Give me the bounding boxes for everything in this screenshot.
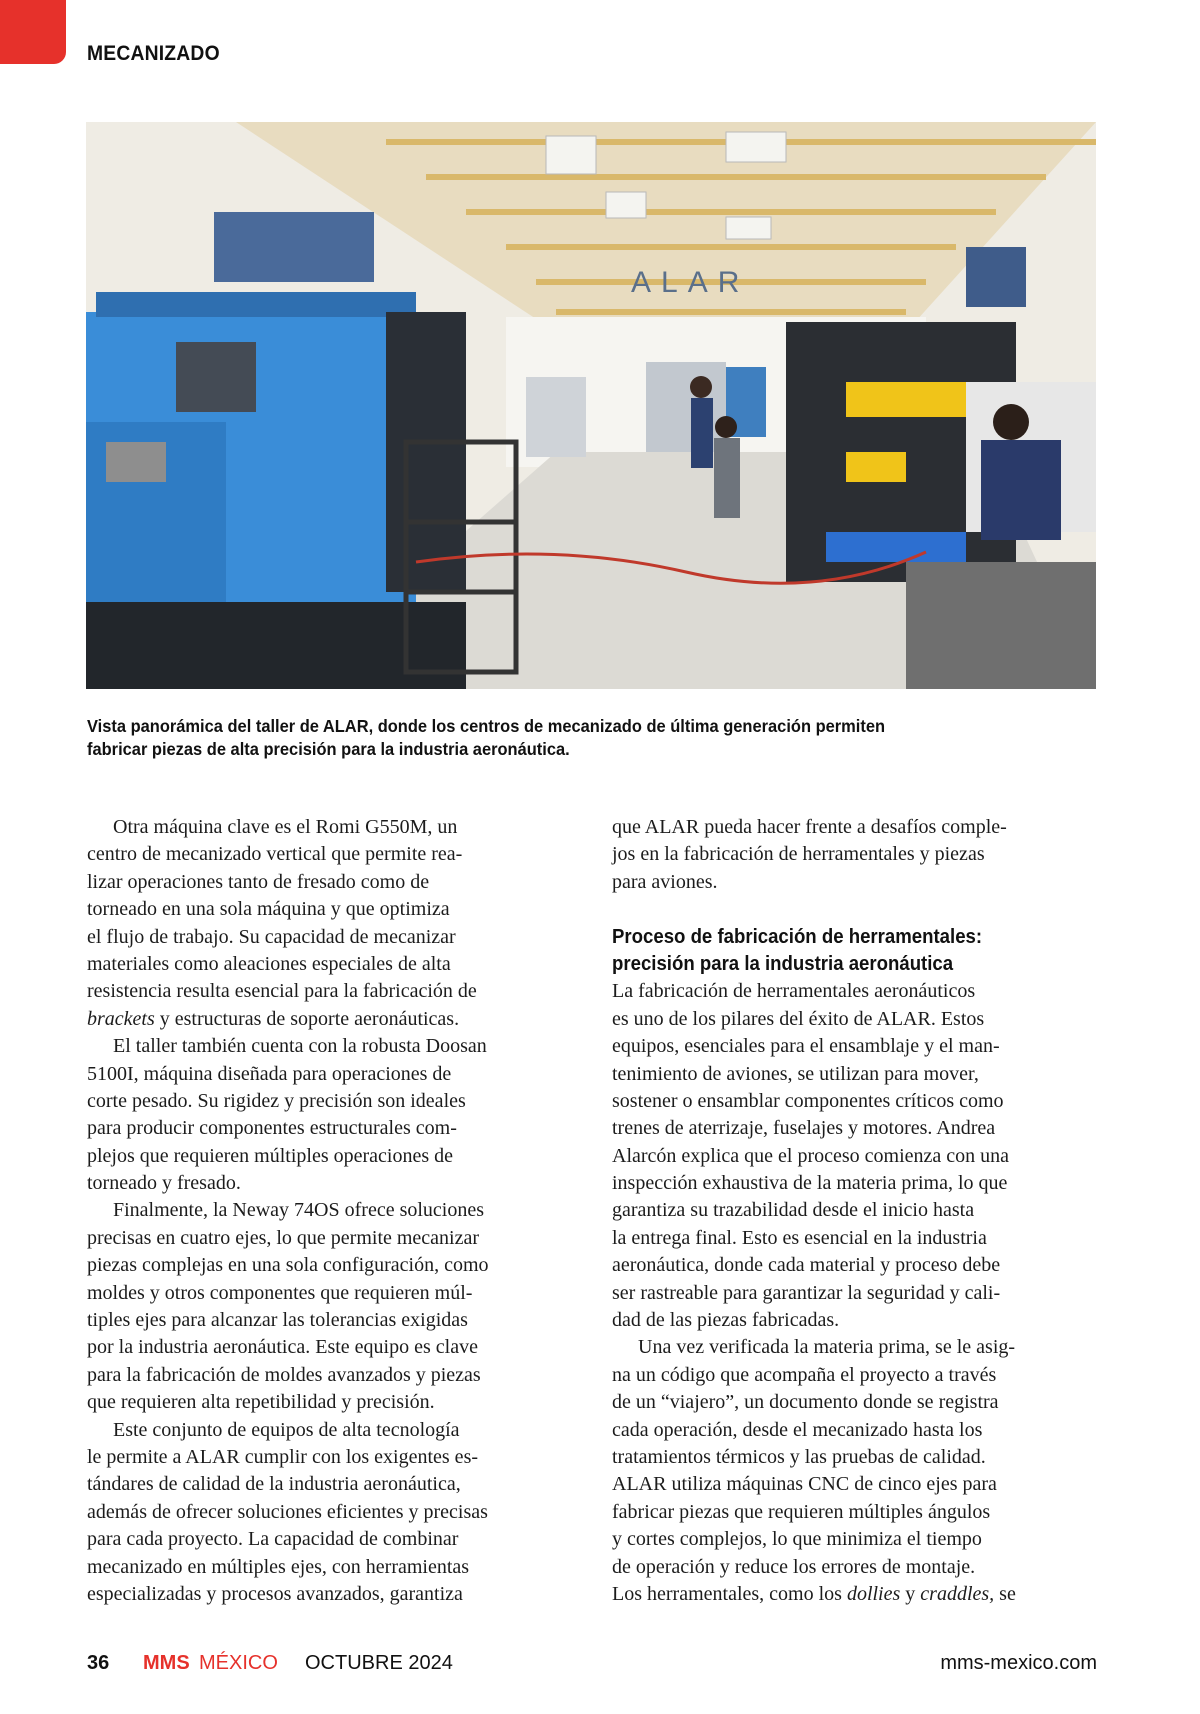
body-text-line: es uno de los pilares del éxito de ALAR. Estos xyxy=(612,1007,985,1030)
section-label: MECANIZADO xyxy=(87,42,220,65)
magazine-brand: MMS xyxy=(143,1652,190,1674)
body-text-line: especializadas y procesos avanzados, garantiza xyxy=(87,1582,463,1605)
body-text-line: plejos que requieren múltiples operaciones de xyxy=(87,1144,453,1167)
body-text-line: de operación y reduce los errores de montaje. xyxy=(612,1555,976,1578)
workshop-photo xyxy=(86,122,1096,689)
article-column-right xyxy=(612,814,1102,1608)
body-text-line: inspección exhaustiva de la materia prima, lo que xyxy=(612,1172,1008,1195)
body-text-line: por la industria aeronáutica. Este equipo es clave xyxy=(87,1336,478,1359)
body-text-line: tratamientos térmicos y las pruebas de calidad. xyxy=(612,1445,986,1468)
body-text-line: mecanizado en múltiples ejes, con herramientas xyxy=(87,1555,470,1578)
body-text-line: precisas en cuatro ejes, lo que permite mecanizar xyxy=(87,1226,480,1249)
body-text-line: tándares de calidad de la industria aeronáutica, xyxy=(87,1473,461,1496)
italic-term: brackets xyxy=(87,1007,155,1030)
paragraph-gap xyxy=(612,896,1102,923)
body-text-line: para cada proyecto. La capacidad de combinar xyxy=(87,1528,459,1551)
body-text-line: aeronáutica, donde cada material y proceso debe xyxy=(612,1254,1001,1277)
text-run: se xyxy=(994,1582,1016,1605)
body-text-line xyxy=(612,1581,1102,1608)
body-text-line: resistencia resulta esencial para la fabricación de xyxy=(87,980,477,1003)
body-text-line: fabricar piezas que requieren múltiples ángulos xyxy=(612,1500,991,1523)
body-text-line: cada operación, desde el mecanizado hasta los xyxy=(612,1418,983,1441)
body-text-line: sostener o ensamblar componentes críticos como xyxy=(612,1089,1004,1112)
body-text-line: Otra máquina clave es el Romi G550M, un xyxy=(113,816,458,838)
body-text-line: La fabricación de herramentales aeronáuticos xyxy=(612,980,976,1003)
italic-term: dollies xyxy=(846,1582,901,1605)
body-text-line: Finalmente, la Neway 74OS ofrece soluciones xyxy=(113,1199,485,1222)
section-subheading: precisión para la industria aeronáutica xyxy=(612,952,954,975)
body-text-line: centro de mecanizado vertical que permite rea- xyxy=(87,843,463,866)
body-text-line: moldes y otros componentes que requieren múl- xyxy=(87,1281,473,1304)
body-text-line: El taller también cuenta con la robusta Doosan xyxy=(113,1035,487,1058)
body-text-line: na un código que acompaña el proyecto a través xyxy=(612,1363,997,1386)
body-text-line: para producir componentes estructurales com- xyxy=(87,1117,457,1140)
body-text-line: ALAR utiliza máquinas CNC de cinco ejes para xyxy=(612,1473,997,1496)
body-text-line: Una vez verificada la materia prima, se le asig- xyxy=(638,1336,1016,1359)
body-text-line: torneado en una sola máquina y que optimiza xyxy=(87,898,450,921)
page-number: 36 xyxy=(87,1652,110,1674)
body-text-line: jos en la fabricación de herramentales y piezas xyxy=(612,843,985,866)
body-text-line: corte pesado. Su rigidez y precisión son ideales xyxy=(87,1089,466,1112)
section-subheading: Proceso de fabricación de herramentales: xyxy=(612,925,983,948)
body-text-line: que requieren alta repetibilidad y precisión. xyxy=(87,1391,435,1414)
workshop-photo-illustration xyxy=(86,122,1096,689)
body-text-line: materiales como aleaciones especiales de alta xyxy=(87,952,451,975)
body-text-line: equipos, esenciales para el ensamblaje y el man- xyxy=(612,1035,1000,1058)
alar-wall-sign: ALAR xyxy=(631,266,750,299)
article-column-left xyxy=(87,814,557,1608)
section-color-tab xyxy=(0,0,66,64)
body-text-line: lizar operaciones tanto de fresado como de xyxy=(87,870,430,893)
body-text-line: torneado y fresado. xyxy=(87,1172,241,1195)
body-text-line: la entrega final. Esto es esencial en la industria xyxy=(612,1226,987,1249)
text-run: Los herramentales, como los xyxy=(612,1582,847,1605)
body-text-line: además de ofrecer soluciones eficientes y precisas xyxy=(87,1500,488,1523)
body-text-line: Este conjunto de equipos de alta tecnología xyxy=(113,1418,460,1441)
body-text-line: para la fabricación de moldes avanzados y piezas xyxy=(87,1363,481,1386)
page-footer xyxy=(87,1652,1097,1680)
website: mms-mexico.com xyxy=(940,1652,1097,1674)
caption-line: fabricar piezas de alta precisión para la industria aeronáutica. xyxy=(87,739,570,759)
text-run: y xyxy=(900,1582,921,1605)
issue-date: OCTUBRE 2024 xyxy=(305,1652,453,1674)
text-run: y estructuras de soporte aeronáuticas. xyxy=(154,1007,460,1030)
body-text-line: tenimiento de aviones, se utilizan para mover, xyxy=(612,1062,979,1085)
body-text-line xyxy=(87,1006,557,1033)
body-text-line: y cortes complejos, lo que minimiza el tiempo xyxy=(612,1528,982,1551)
caption-line: Vista panorámica del taller de ALAR, donde los centros de mecanizado de última generación permiten xyxy=(87,716,886,736)
photo-caption xyxy=(87,715,1087,761)
body-text-line: piezas complejas en una sola configuración, como xyxy=(87,1254,489,1277)
body-text-line: le permite a ALAR cumplir con los exigentes es- xyxy=(87,1445,479,1468)
body-text-line: tiples ejes para alcanzar las tolerancias exigidas xyxy=(87,1309,468,1332)
body-text-line: para aviones. xyxy=(612,870,718,893)
body-text-line: Alarcón explica que el proceso comienza con una xyxy=(612,1144,1010,1167)
magazine-brand-country: MÉXICO xyxy=(199,1652,278,1674)
body-text-line: 5100I, máquina diseñada para operaciones de xyxy=(87,1062,452,1085)
body-text-line: ser rastreable para garantizar la seguridad y cali- xyxy=(612,1281,1001,1304)
italic-term: craddles, xyxy=(920,1582,995,1605)
body-text-line: dad de las piezas fabricadas. xyxy=(612,1309,840,1332)
body-text-line: de un “viajero”, un documento donde se registra xyxy=(612,1391,999,1414)
body-text-line: el flujo de trabajo. Su capacidad de mecanizar xyxy=(87,925,456,948)
body-text-line: garantiza su trazabilidad desde el inicio hasta xyxy=(612,1199,975,1222)
body-text-line: que ALAR pueda hacer frente a desafíos comple- xyxy=(612,816,1007,838)
body-text-line: trenes de aterrizaje, fuselajes y motores. Andrea xyxy=(612,1117,996,1140)
